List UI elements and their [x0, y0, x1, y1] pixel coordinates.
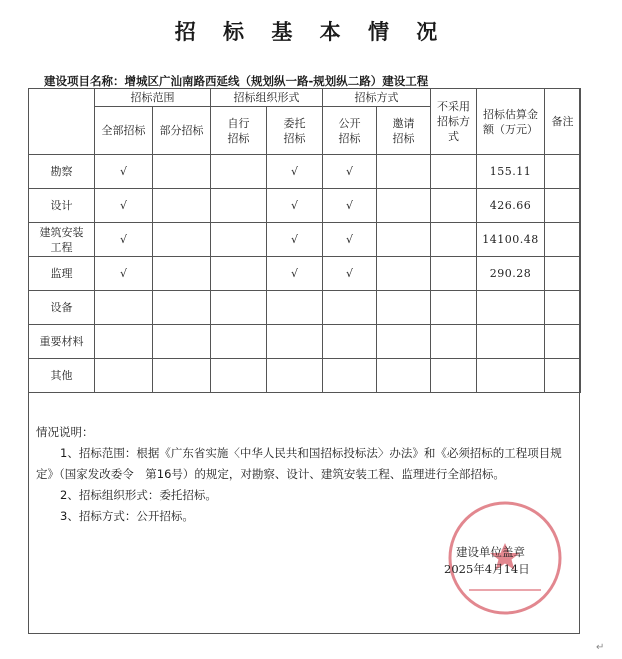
signature-label: 建设单位盖章 [456, 545, 525, 559]
table-row [29, 359, 581, 393]
header-method: 招标方式 [323, 89, 431, 107]
cell-remark [545, 325, 581, 359]
cell-not-used [431, 155, 477, 189]
cell-not-used [431, 325, 477, 359]
cell-remark [545, 291, 581, 325]
bidding-table [28, 88, 581, 393]
subheader-open: 公开招标 [323, 107, 377, 155]
cell-entrusted [267, 325, 323, 359]
corner-cell [29, 89, 95, 155]
note-item: 2、招标组织形式：委托招标。 [60, 488, 217, 502]
cell-invited [377, 359, 431, 393]
cell-open [323, 325, 377, 359]
subheader-entrusted: 委托招标 [267, 107, 323, 155]
cell-open: √ [323, 257, 377, 291]
cell-amount [477, 325, 545, 359]
cell-self [211, 257, 267, 291]
note-item: 1、招标范围：根据《广东省实施〈中华人民共和国招标投标法〉办法》和《必须招标的工程项目规定》（国家发改委令 第16号）的规定，对勘察、设计、建筑安装工程、监理进行全部招标。 [36, 446, 562, 481]
cell-invited [377, 257, 431, 291]
cell-remark [545, 359, 581, 393]
header-estimate: 招标估算金额（万元） [477, 89, 545, 155]
cell-not-used [431, 223, 477, 257]
paragraph-mark: ↵ [596, 642, 605, 653]
cell-full: √ [95, 223, 153, 257]
row-label: 勘察 [29, 155, 95, 189]
cell-entrusted: √ [267, 257, 323, 291]
cell-remark [545, 189, 581, 223]
cell-full: √ [95, 189, 153, 223]
header-row-1 [29, 89, 581, 107]
cell-open: √ [323, 189, 377, 223]
header-scope: 招标范围 [95, 89, 211, 107]
project-name: 建设项目名称：增城区广汕南路西延线（规划纵一路-规划纵二路）建设工程 [44, 74, 429, 88]
cell-entrusted [267, 291, 323, 325]
row-label: 监理 [29, 257, 95, 291]
row-label: 其他 [29, 359, 95, 393]
cell-partial [153, 291, 211, 325]
cell-entrusted: √ [267, 223, 323, 257]
row-label: 设备 [29, 291, 95, 325]
table-row [29, 291, 581, 325]
row-label: 设计 [29, 189, 95, 223]
cell-not-used [431, 257, 477, 291]
cell-invited [377, 155, 431, 189]
cell-open [323, 359, 377, 393]
cell-not-used [431, 189, 477, 223]
cell-partial [153, 359, 211, 393]
cell-full [95, 359, 153, 393]
row-label: 建筑安装工程 [29, 223, 95, 257]
cell-remark [545, 155, 581, 189]
header-not-used: 不采用招标方式 [431, 89, 477, 155]
table-row [29, 325, 581, 359]
cell-partial [153, 155, 211, 189]
cell-full [95, 291, 153, 325]
cell-partial [153, 325, 211, 359]
cell-remark [545, 223, 581, 257]
row-label: 重要材料 [29, 325, 95, 359]
cell-invited [377, 325, 431, 359]
subheader-invited: 邀请招标 [377, 107, 431, 155]
table-row [29, 189, 581, 223]
cell-amount: 290.28 [477, 257, 545, 291]
cell-self [211, 325, 267, 359]
table-row [29, 257, 581, 291]
cell-not-used [431, 359, 477, 393]
table-row [29, 155, 581, 189]
cell-open: √ [323, 155, 377, 189]
cell-amount [477, 359, 545, 393]
cell-not-used [431, 291, 477, 325]
cell-remark [545, 257, 581, 291]
cell-invited [377, 189, 431, 223]
signature-date: 2025年4月14日 [444, 562, 530, 576]
cell-invited [377, 291, 431, 325]
cell-full: √ [95, 257, 153, 291]
cell-self [211, 291, 267, 325]
cell-entrusted [267, 359, 323, 393]
cell-partial [153, 257, 211, 291]
header-remark: 备注 [545, 89, 581, 155]
cell-full: √ [95, 155, 153, 189]
subheader-self: 自行招标 [211, 107, 267, 155]
cell-entrusted: √ [267, 189, 323, 223]
cell-amount [477, 291, 545, 325]
cell-self [211, 155, 267, 189]
header-org: 招标组织形式 [211, 89, 323, 107]
cell-self [211, 223, 267, 257]
cell-partial [153, 189, 211, 223]
cell-open: √ [323, 223, 377, 257]
cell-open [323, 291, 377, 325]
page-title: 招 标 基 本 情 况 [174, 19, 448, 44]
cell-amount: 14100.48 [477, 223, 545, 257]
cell-partial [153, 223, 211, 257]
cell-entrusted: √ [267, 155, 323, 189]
signature-block [444, 544, 530, 578]
subheader-partial: 部分招标 [153, 107, 211, 155]
cell-full [95, 325, 153, 359]
cell-self [211, 189, 267, 223]
note-item: 3、招标方式：公开招标。 [60, 509, 194, 523]
cell-amount: 155.11 [477, 155, 545, 189]
cell-self [211, 359, 267, 393]
subheader-full: 全部招标 [95, 107, 153, 155]
notes-heading: 情况说明： [36, 425, 94, 439]
cell-invited [377, 223, 431, 257]
table-row [29, 223, 581, 257]
cell-amount: 426.66 [477, 189, 545, 223]
